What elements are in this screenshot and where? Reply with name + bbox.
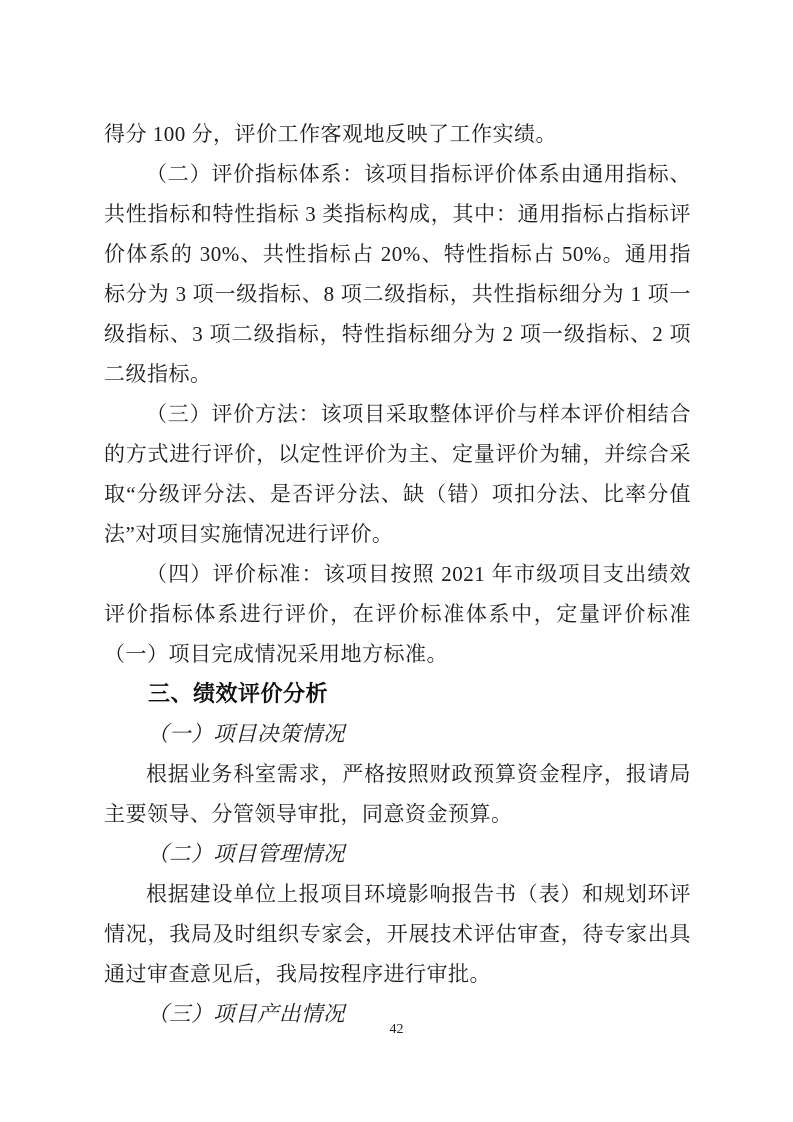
document-body	[104, 114, 691, 1034]
paragraph: 根据业务科室需求，严格按照财政预算资金程序，报请局主要领导、分管领导审批，同意资金预算。	[104, 762, 691, 826]
sub-heading: （一）项目决策情况	[147, 722, 346, 746]
section-heading: 三、绩效评价分析	[148, 681, 329, 706]
paragraph: （四）评价标准：该项目按照 2021 年市级项目支出绩效评价指标体系进行评价，在评价标准体系中，定量评价标准（一）项目完成情况采用地方标准。	[104, 562, 691, 666]
paragraph: 根据建设单位上报项目环境影响报告书（表）和规划环评情况，我局及时组织专家会，开展技术评估审查，待专家出具通过审查意见后，我局按程序进行审批。	[104, 882, 691, 986]
sub-heading: （三）项目产出情况	[147, 1002, 346, 1026]
paragraph: （三）评价方法：该项目采取整体评价与样本评价相结合的方式进行评价，以定性评价为主、定量评价为辅，并综合采取“分级评分法、是否评分法、缺（错）项扣分法、比率分值法”对项目实施情况进行评价。	[104, 402, 691, 546]
page-number: 42	[389, 1022, 404, 1037]
paragraph: （二）评价指标体系：该项目指标评价体系由通用指标、共性指标和特性指标 3 类指标构成，其中：通用指标占指标评价体系的 30%、共性指标占 20%、特性指标占 50%。通用指标分为 3 项一级指标、8 项二级指标，共性指标细分为 1 项一级指标、3 项二级指标，特性指标细分为 2 项一级指标、2 项二级指标。	[104, 162, 691, 386]
sub-heading: （二）项目管理情况	[147, 842, 346, 866]
paragraph: 得分 100 分，评价工作客观地反映了工作实绩。	[104, 122, 557, 146]
